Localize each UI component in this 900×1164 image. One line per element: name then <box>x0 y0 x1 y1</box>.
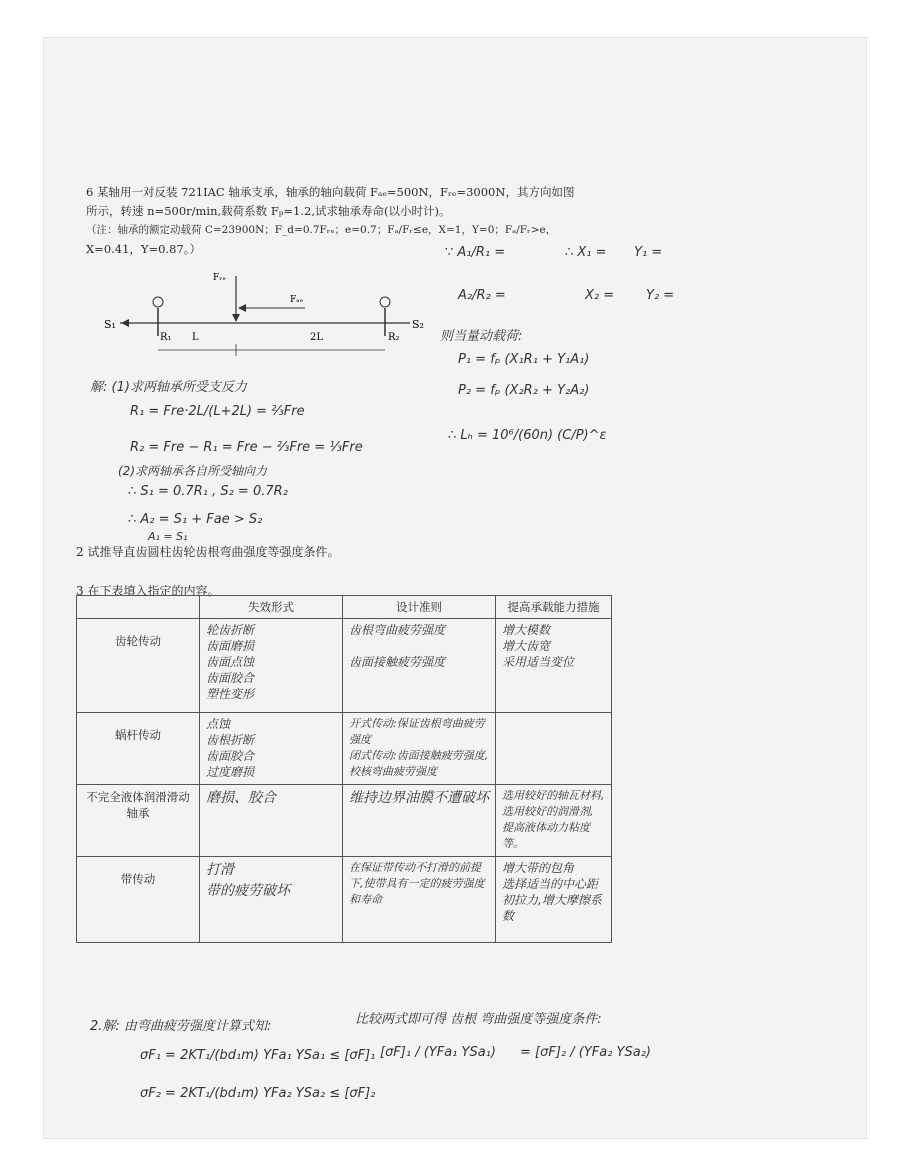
cell-measures: 增大带的包角 选择适当的中心距 初拉力,增大摩擦系数 <box>496 857 612 943</box>
cell-criteria: 维持边界油膜不遭破坏 <box>343 785 496 857</box>
span-l-label: L <box>192 332 199 343</box>
sol6-title: 解: (1)求两轴承所受支反力 <box>90 380 247 395</box>
sol6-x1: ∴ X₁ = <box>565 245 607 260</box>
failure-table <box>76 595 612 943</box>
sol6-y1: Y₁ = <box>634 245 663 260</box>
cell-failure: 磨损、胶合 <box>200 785 343 857</box>
r2-label: R₂ <box>388 332 400 343</box>
row-label: 齿轮传动 <box>77 619 200 713</box>
sol6-ratio1: ∵ A₁/R₁ = <box>445 245 506 260</box>
sol6-r2: R₂ = Fre − R₁ = Fre − ⅔Fre = ⅓Fre <box>130 440 363 455</box>
header-measures: 提高承载能力措施 <box>496 596 612 619</box>
sol6-x2: X₂ = <box>585 288 615 303</box>
r1-label: R₁ <box>160 332 172 343</box>
question-6 <box>86 183 626 259</box>
question-3: 3 在下表填入指定的内容。 <box>76 584 220 598</box>
table-row <box>77 619 612 713</box>
sol6-ratio2: A₂/R₂ = <box>458 288 506 303</box>
sol2-eq2: σF₂ = 2KT₁/(bd₁m) YFa₂ YSa₂ ≤ [σF]₂ <box>140 1086 376 1101</box>
span-2l-label: 2L <box>310 332 324 343</box>
sol2-cond-right: = [σF]₂ / (YFa₂ YSa₂) <box>520 1045 651 1060</box>
table-header-row <box>77 596 612 619</box>
table-row <box>77 857 612 943</box>
cell-failure: 打滑 带的疲劳破坏 <box>200 857 343 943</box>
header-empty <box>77 596 200 619</box>
sol6-lh: ∴ Lₕ = 10⁶/(60n) (C/P)^ε <box>448 428 607 443</box>
q6-line-3: （注：轴承的额定动载荷 C=23900N；F_d=0.7Fᵣₑ；e=0.7；Fₐ/Fᵣ≤e，X=1，Y=0；Fₐ/Fᵣ>e， <box>86 224 557 236</box>
header-criteria: 设计准则 <box>343 596 496 619</box>
s2-label: S₂ <box>412 318 424 331</box>
cell-failure: 点蚀 齿根折断 齿面胶合 过度磨损 <box>200 713 343 785</box>
cell-measures <box>496 713 612 785</box>
sol6-y2: Y₂ = <box>646 288 675 303</box>
sol6-r1: R₁ = Fre·2L/(L+2L) = ⅔Fre <box>130 404 305 419</box>
q6-line-1: 6 某轴用一对反装 721IAC 轴承支承，轴承的轴向载荷 Fₐₑ=500N，Fᵣₑ=3000N，其方向如图 <box>86 185 575 199</box>
cell-criteria: 开式传动:保证齿根弯曲疲劳强度 闭式传动:齿面接触疲劳强度,校核弯曲疲劳强度 <box>343 713 496 785</box>
sol6-p1: P₁ = fₚ (X₁R₁ + Y₁A₁) <box>458 352 590 367</box>
row-label: 带传动 <box>77 857 200 943</box>
fae-label: Fₐₑ <box>290 295 304 305</box>
s1-label: S₁ <box>104 318 116 331</box>
sol2-eq1: σF₁ = 2KT₁/(bd₁m) YFa₁ YSa₁ ≤ [σF]₁ <box>140 1048 376 1063</box>
row-label: 蜗杆传动 <box>77 713 200 785</box>
sol2-compare: 比较两式即可得 齿根 弯曲强度等强度条件: <box>355 1012 602 1027</box>
sol2-title: 2.解: 由弯曲疲劳强度计算式知: <box>90 1019 272 1034</box>
q6-line-4: X=0.41，Y=0.87。） <box>86 242 202 256</box>
table-row <box>77 785 612 857</box>
cell-measures: 选用较好的轴瓦材料, 选用较好的润滑剂, 提高液体动力粘度等。 <box>496 785 612 857</box>
sol6-p2: P₂ = fₚ (X₂R₂ + Y₂A₂) <box>458 383 590 398</box>
sol6-s: ∴ S₁ = 0.7R₁ , S₂ = 0.7R₂ <box>128 484 288 499</box>
bearing-beam-diagram <box>100 268 430 363</box>
cell-failure: 轮齿折断 齿面磨损 齿面点蚀 齿面胶合 塑性变形 <box>200 619 343 713</box>
header-failure: 失效形式 <box>200 596 343 619</box>
cell-criteria: 齿根弯曲疲劳强度 齿面接触疲劳强度 <box>343 619 496 713</box>
cell-criteria: 在保证带传动不打滑的前提下,使带具有一定的疲劳强度和寿命 <box>343 857 496 943</box>
table-row <box>77 713 612 785</box>
cell-measures: 增大模数 增大齿宽 采用适当变位 <box>496 619 612 713</box>
row-label: 不完全液体润滑滑动轴承 <box>77 785 200 857</box>
sol2-cond-left: [σF]₁ / (YFa₁ YSa₁) <box>380 1045 496 1060</box>
question-2: 2 试推导直齿圆柱齿轮齿根弯曲强度等强度条件。 <box>76 545 340 559</box>
sol6-a2: ∴ A₂ = S₁ + Fae > S₂ <box>128 512 263 527</box>
sol6-step2: (2)求两轴承各自所受轴向力 <box>118 464 267 478</box>
sol6-a1: A₁ = S₁ <box>148 530 188 543</box>
q6-line-2: 所示，转速 n=500r/min,载荷系数 Fₚ=1.2,试求轴承寿命(以小时计)。 <box>86 204 451 218</box>
sol6-dyn: 则当量动载荷: <box>440 329 523 344</box>
fre-label: Fᵣₑ <box>213 273 226 283</box>
